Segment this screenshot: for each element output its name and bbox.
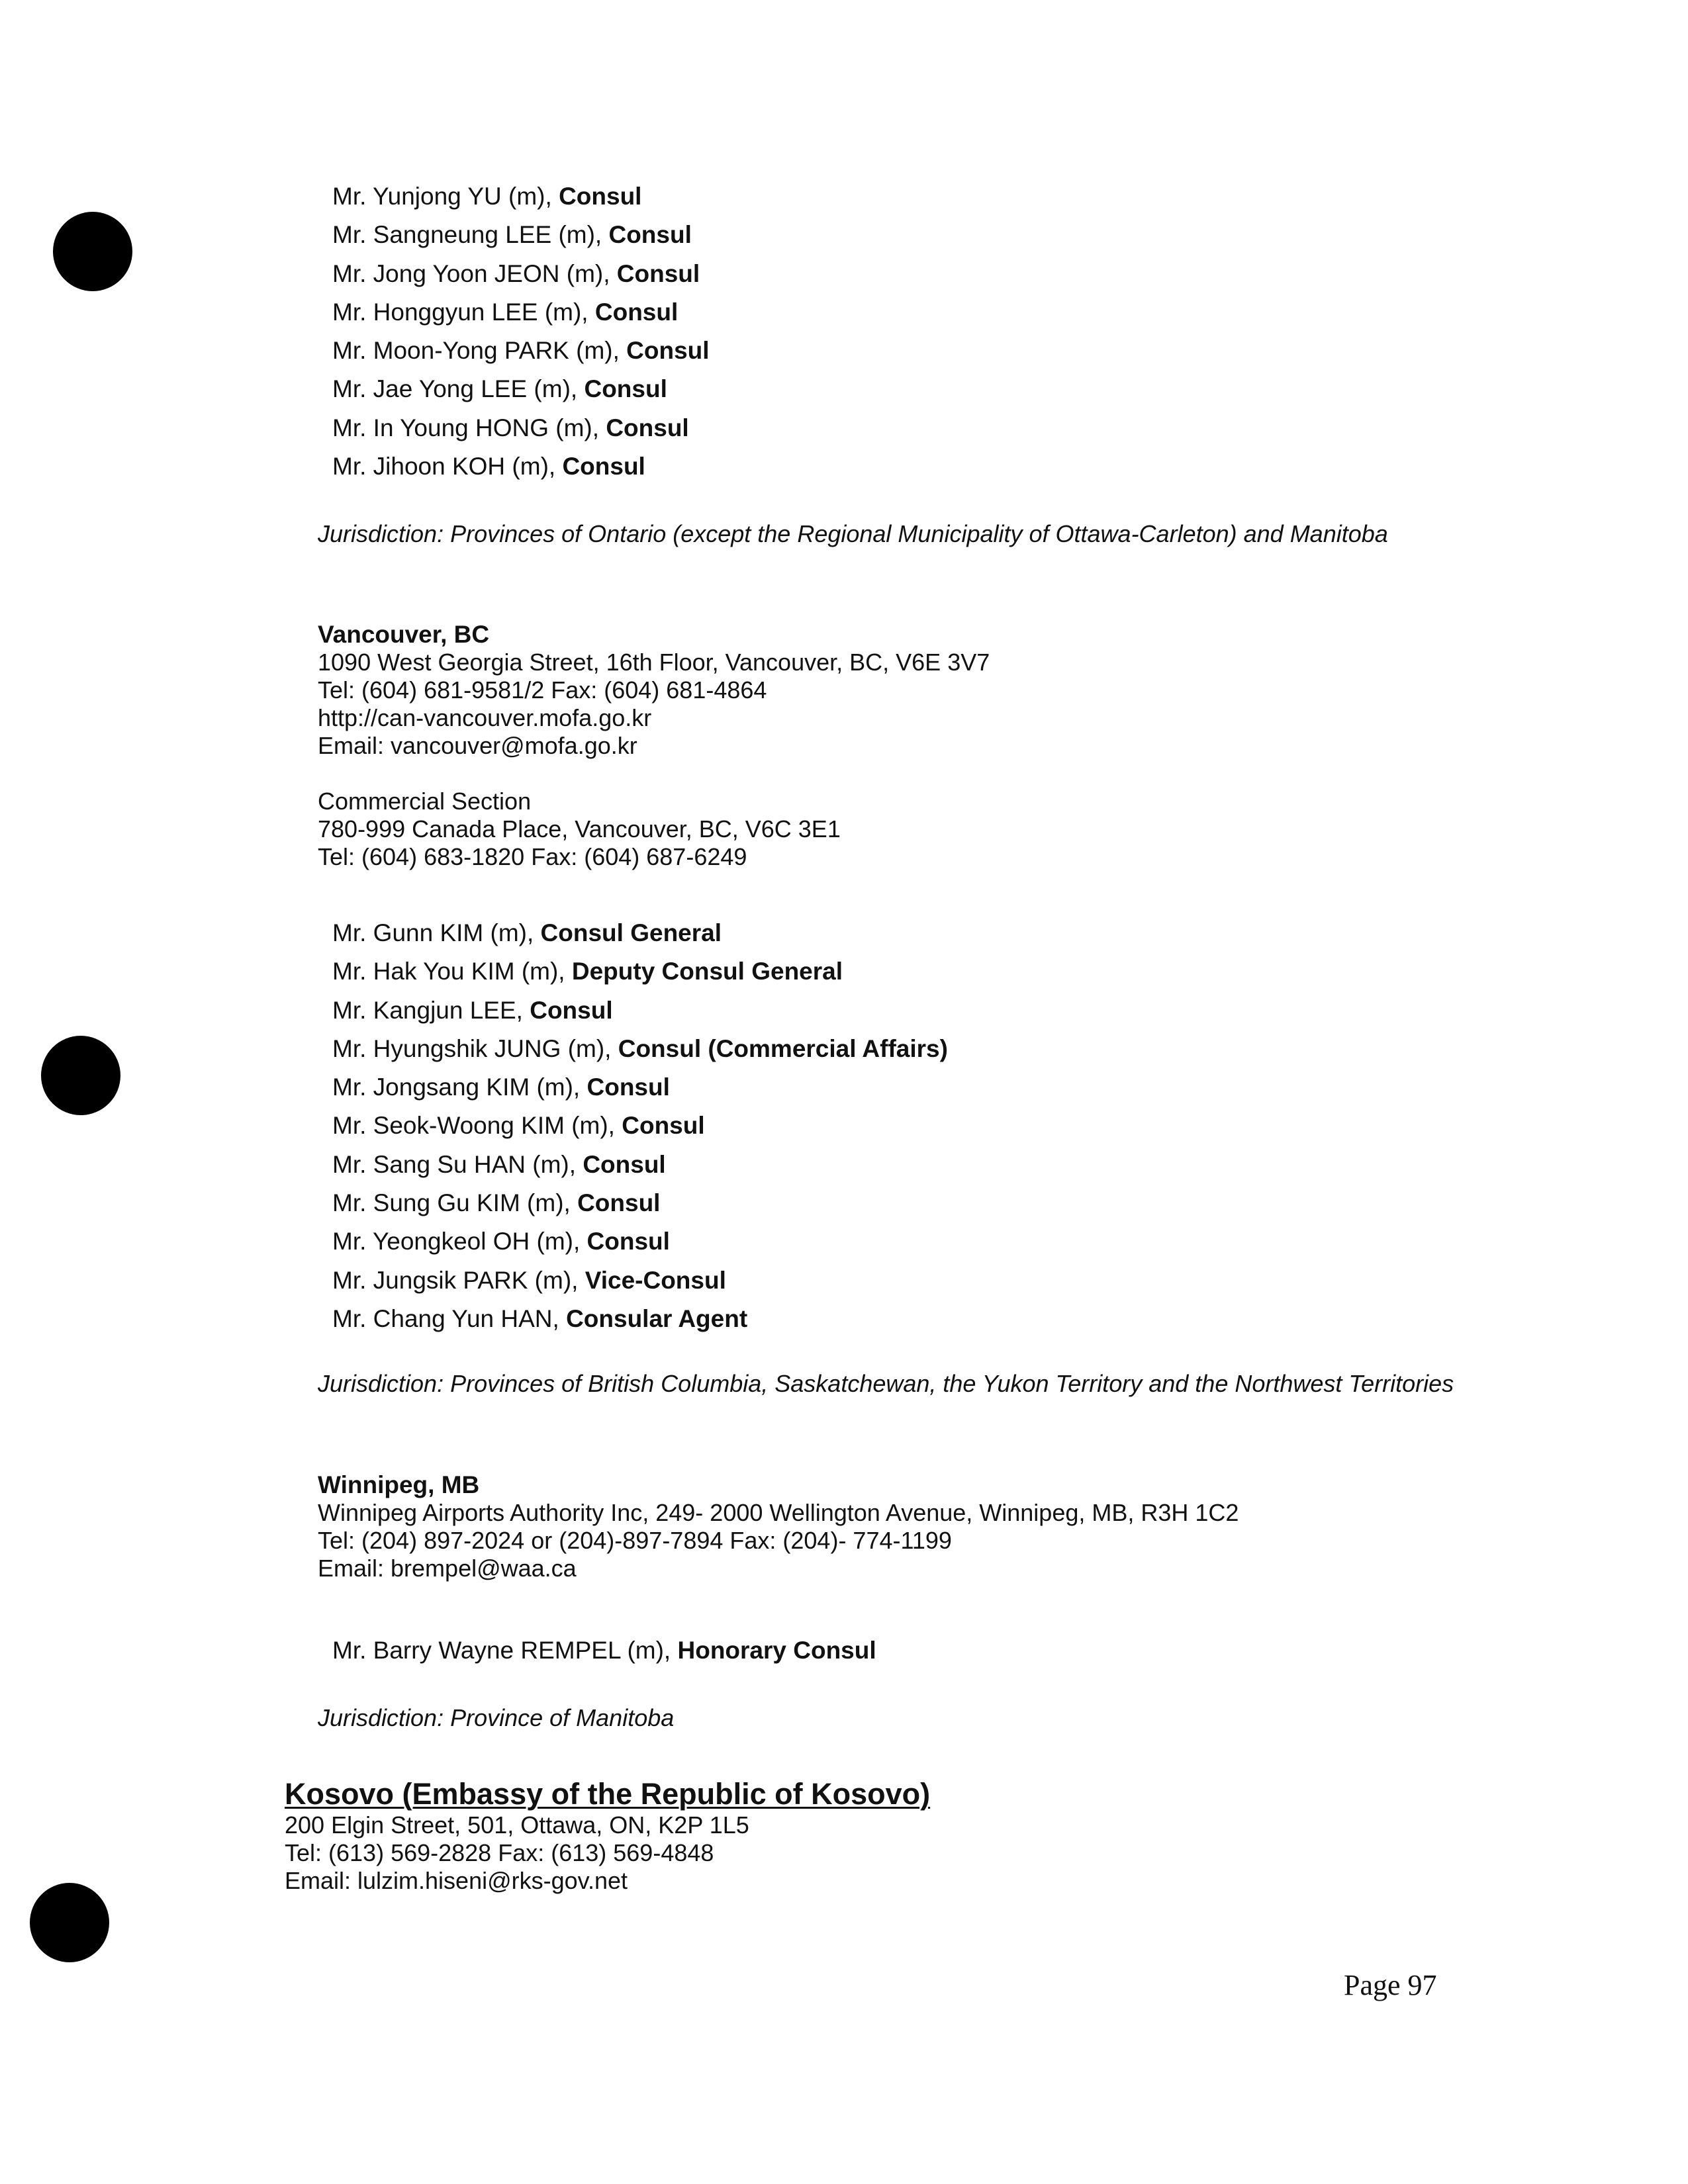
official-title: Consul [606,414,689,441]
office-email[interactable]: Email: brempel@waa.ca [318,1555,577,1582]
official-entry [332,914,948,952]
jurisdiction-note: Jurisdiction: Provinces of Ontario (except the Regional Municipality of Ottawa-Carleton) and Manitoba [318,520,1388,547]
official-title: Vice-Consul [585,1266,726,1294]
section-address: 780-999 Canada Place, Vancouver, BC, V6C 3E1 [318,815,841,842]
official-name: Mr. Moon-Yong PARK (m), [332,337,627,365]
official-entry [332,409,710,447]
official-title: Consul [562,453,645,480]
official-entry [332,177,710,216]
vancouver-consulate-block [318,621,990,760]
official-entry [332,370,710,408]
official-entry [332,952,948,991]
official-entry [332,1107,948,1145]
section-heading: Commercial Section [318,788,532,815]
official-name: Mr. Sang Su HAN (m), [332,1150,583,1178]
official-entry [332,1184,948,1222]
official-name: Mr. Seok-Woong KIM (m), [332,1112,622,1140]
official-title: Consul [626,337,710,365]
page-number: Page 97 [1344,1969,1437,2001]
official-entry [332,1222,948,1261]
official-entry [332,293,710,332]
office-phone: Tel: (204) 897-2024 or (204)-897-7894 Fax: (204)- 774-1199 [318,1527,952,1554]
office-heading: Winnipeg, MB [318,1471,480,1498]
binder-hole [53,212,132,291]
official-name: Mr. Hyungshik JUNG (m), [332,1034,618,1062]
official-title: Consul [559,183,642,210]
jurisdiction-note: Jurisdiction: Provinces of British Columbia, Saskatchewan, the Yukon Territory and the Northwest Territories [318,1370,1454,1397]
official-name: Mr. Honggyun LEE (m), [332,298,595,326]
official-entry [332,1261,948,1300]
binder-hole [41,1036,120,1115]
official-name: Mr. Yunjong YU (m), [332,183,559,210]
winnipeg-consulate-block [318,1471,1239,1582]
official-entry [332,447,710,486]
jurisdiction-note: Jurisdiction: Province of Manitoba [318,1704,675,1731]
official-entry [332,1068,948,1107]
official-title: Consul [586,1073,670,1101]
embassy-address: 200 Elgin Street, 501, Ottawa, ON, K2P 1L5 [285,1811,749,1839]
official-entry [332,1631,876,1670]
official-name: Mr. Kangjun LEE, [332,996,530,1024]
official-entry [332,991,948,1030]
official-entry [332,1030,948,1068]
official-title: Consul [577,1189,661,1217]
kosovo-embassy-block [285,1777,930,1895]
official-entry [332,1146,948,1184]
binder-hole [30,1883,109,1962]
official-title: Consul (Commercial Affairs) [618,1034,948,1062]
official-title: Consular Agent [566,1304,748,1332]
embassy-email[interactable]: Email: lulzim.hiseni@rks-gov.net [285,1867,628,1894]
official-name: Mr. Jong Yoon JEON (m), [332,259,617,287]
official-name: Mr. Hak You KIM (m), [332,958,572,985]
official-entry [332,255,710,293]
section-phone: Tel: (604) 683-1820 Fax: (604) 687-6249 [318,843,747,870]
office-address: 1090 West Georgia Street, 16th Floor, Vancouver, BC, V6E 3V7 [318,649,990,676]
official-title: Consul [584,375,667,403]
embassy-phone: Tel: (613) 569-2828 Fax: (613) 569-4848 [285,1839,714,1866]
official-name: Mr. Jongsang KIM (m), [332,1073,587,1101]
official-title: Consul [622,1112,705,1140]
office-address: Winnipeg Airports Authority Inc, 249- 2000 Wellington Avenue, Winnipeg, MB, R3H 1C2 [318,1499,1239,1526]
official-entry [332,216,710,254]
official-name: Mr. Barry Wayne REMPEL (m), [332,1637,678,1664]
commercial-section-block [318,788,841,871]
official-name: Mr. In Young HONG (m), [332,414,606,441]
official-title: Consul [530,996,613,1024]
official-entry [332,1300,948,1338]
official-name: Mr. Gunn KIM (m), [332,919,541,946]
office-heading: Vancouver, BC [318,621,490,648]
office-phone: Tel: (604) 681-9581/2 Fax: (604) 681-4864 [318,676,767,704]
official-title: Consul General [540,919,722,946]
official-name: Mr. Yeongkeol OH (m), [332,1228,587,1255]
official-title: Consul [583,1150,666,1178]
official-title: Consul [586,1228,670,1255]
vancouver-officials-list [332,914,948,1338]
official-name: Mr. Jihoon KOH (m), [332,453,563,480]
official-title: Consul [616,259,700,287]
official-title: Deputy Consul General [571,958,843,985]
official-name: Mr. Jae Yong LEE (m), [332,375,585,403]
official-name: Mr. Jungsik PARK (m), [332,1266,585,1294]
country-heading: Kosovo (Embassy of the Republic of Kosovo) [285,1777,931,1811]
official-title: Honorary Consul [677,1637,876,1664]
official-title: Consul [608,221,692,249]
winnipeg-officials-list [332,1631,876,1670]
toronto-officials-list [332,177,710,486]
official-title: Consul [594,298,679,326]
office-website-link[interactable]: http://can-vancouver.mofa.go.kr [318,704,652,731]
official-name: Mr. Sangneung LEE (m), [332,221,609,249]
official-name: Mr. Chang Yun HAN, [332,1304,567,1332]
office-email[interactable]: Email: vancouver@mofa.go.kr [318,732,637,759]
official-entry [332,332,710,370]
official-name: Mr. Sung Gu KIM (m), [332,1189,578,1217]
